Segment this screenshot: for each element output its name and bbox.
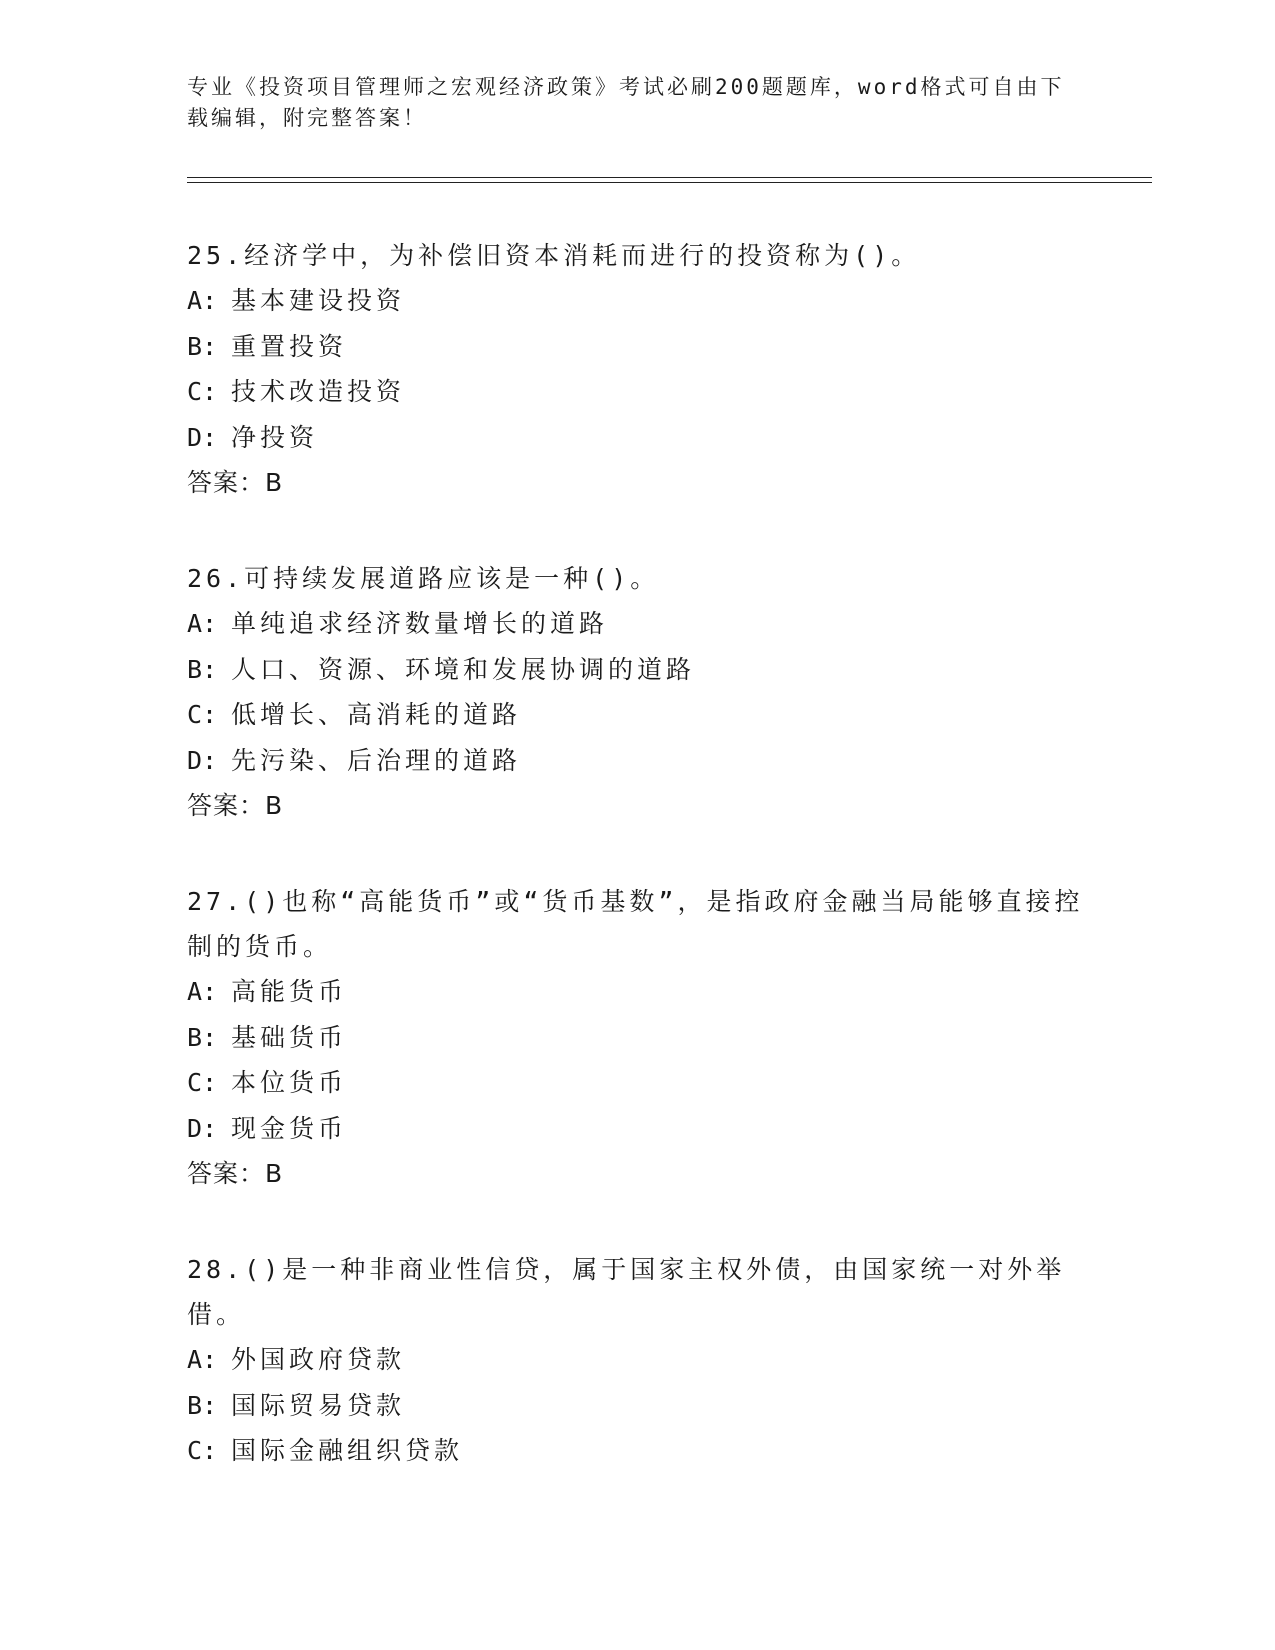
option-key: C: bbox=[187, 700, 218, 729]
header-divider-top bbox=[187, 177, 1152, 178]
option-text: 基础货币 bbox=[231, 1022, 348, 1052]
question-text: 25.经济学中，为补偿旧资本消耗而进行的投资称为()。 bbox=[187, 241, 921, 270]
option-text: 重置投资 bbox=[231, 331, 348, 361]
option-key: D: bbox=[187, 745, 218, 775]
option-text: 基本建设投资 bbox=[231, 286, 406, 315]
question-text: 28.()是一种非商业性信贷，属于国家主权外债，由国家统一对外举借。 bbox=[187, 1255, 1066, 1329]
question-option bbox=[187, 1106, 1087, 1152]
question-item bbox=[187, 879, 1087, 1196]
option-key: A: bbox=[187, 286, 218, 315]
option-text: 外国政府贷款 bbox=[231, 1345, 406, 1374]
option-key: D: bbox=[187, 1113, 218, 1143]
question-answer: 答案：B bbox=[187, 468, 284, 497]
question-answer: 答案：B bbox=[187, 1159, 284, 1188]
option-text: 本位货币 bbox=[231, 1068, 348, 1097]
question-option bbox=[187, 1428, 1087, 1474]
option-key: B: bbox=[187, 654, 218, 684]
document-header: 专业《投资项目管理师之宏观经济政策》考试必刷200题题库，word格式可自由下载编辑，附完整答案！ bbox=[187, 75, 1065, 130]
question-option bbox=[187, 647, 1087, 693]
option-text: 国际金融组织贷款 bbox=[231, 1436, 464, 1465]
option-key: C: bbox=[187, 1436, 218, 1465]
question-text: 26.可持续发展道路应该是一种()。 bbox=[187, 564, 660, 593]
question-option bbox=[187, 601, 1087, 647]
question-option bbox=[187, 369, 1087, 415]
question-option bbox=[187, 1015, 1087, 1061]
question-item bbox=[187, 233, 1087, 505]
question-text: 27.()也称“高能货币”或“货币基数”，是指政府金融当局能够直接控制的货币。 bbox=[187, 887, 1084, 961]
question-option bbox=[187, 692, 1087, 738]
option-text: 现金货币 bbox=[231, 1113, 348, 1143]
option-key: B: bbox=[187, 1390, 218, 1420]
question-item bbox=[187, 1247, 1087, 1474]
option-key: C: bbox=[187, 1068, 218, 1097]
question-item bbox=[187, 556, 1087, 828]
option-key: B: bbox=[187, 1022, 218, 1052]
option-text: 国际贸易贷款 bbox=[231, 1390, 406, 1420]
question-option bbox=[187, 1060, 1087, 1106]
option-text: 低增长、高消耗的道路 bbox=[231, 700, 522, 729]
option-key: D: bbox=[187, 422, 218, 452]
question-option bbox=[187, 738, 1087, 784]
question-option bbox=[187, 969, 1087, 1015]
option-key: A: bbox=[187, 977, 218, 1006]
option-text: 人口、资源、环境和发展协调的道路 bbox=[231, 654, 696, 684]
question-option bbox=[187, 1337, 1087, 1383]
question-list bbox=[187, 233, 1087, 1525]
option-text: 单纯追求经济数量增长的道路 bbox=[231, 609, 609, 638]
option-key: B: bbox=[187, 331, 218, 361]
question-option bbox=[187, 324, 1087, 370]
option-text: 技术改造投资 bbox=[231, 377, 406, 406]
option-text: 先污染、后治理的道路 bbox=[231, 745, 522, 775]
question-answer: 答案：B bbox=[187, 791, 284, 820]
header-divider-bottom bbox=[187, 182, 1152, 183]
question-option bbox=[187, 1383, 1087, 1429]
option-key: C: bbox=[187, 377, 218, 406]
option-text: 净投资 bbox=[231, 422, 319, 452]
option-text: 高能货币 bbox=[231, 977, 348, 1006]
question-option bbox=[187, 415, 1087, 461]
option-key: A: bbox=[187, 609, 218, 638]
question-option bbox=[187, 278, 1087, 324]
option-key: A: bbox=[187, 1345, 218, 1374]
